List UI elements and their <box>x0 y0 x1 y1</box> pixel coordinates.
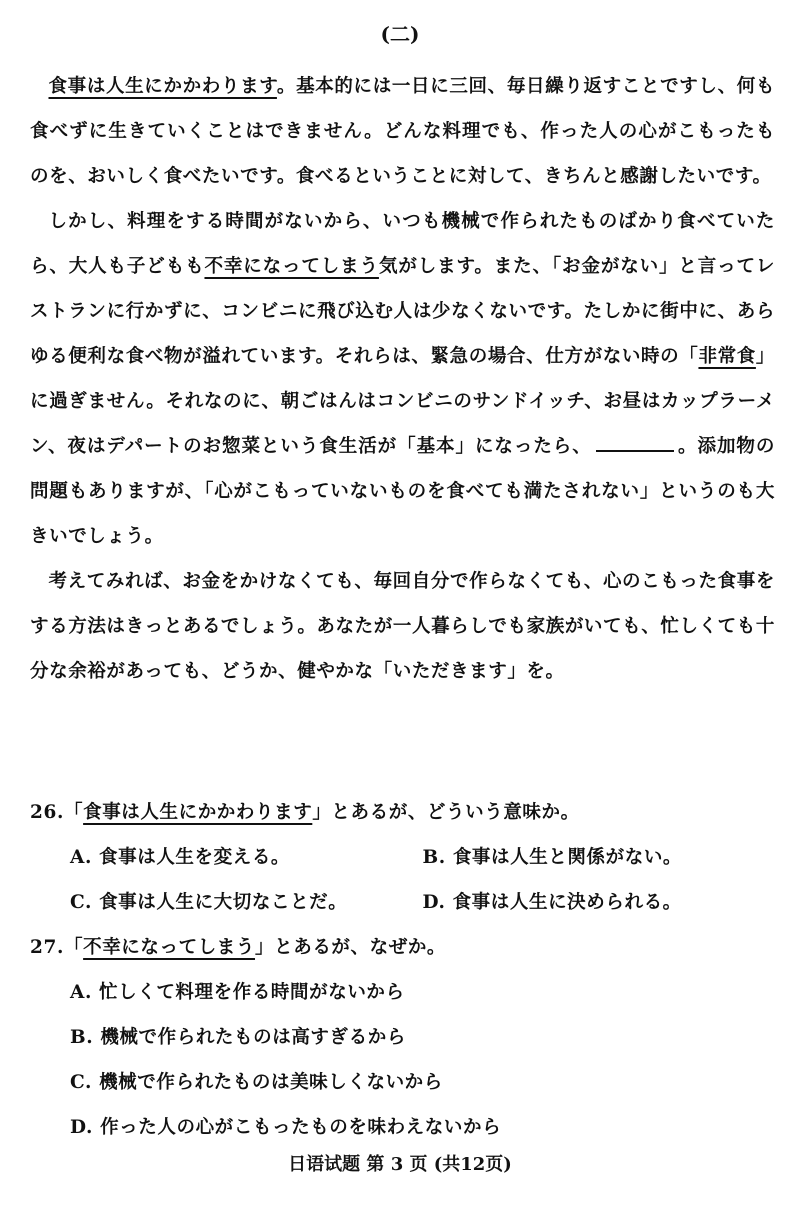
question-27 <box>30 925 775 970</box>
paragraph-1-text: 。基本的には一日に三回、毎日繰り返すことですし、何も食べずに生きていくことはできません。どんな料理でも、作った人の心がこもったものを、おいしく食べたいです。食べるということに対して、きちんと感謝したいです。 <box>30 76 775 187</box>
question-26-number: 26. <box>30 802 64 823</box>
option-26-d[interactable]: D. 食事は人生に決められる。 <box>422 892 682 913</box>
question-26-options-row-2 <box>70 880 775 925</box>
reading-passage <box>30 64 775 694</box>
paragraph-2-text-a: しかし、料理をする時間がないから、いつも機械で作られたものばかり食べていたら、大人も子どもも <box>30 211 775 277</box>
paragraph-2-text-b: 気がします。また、「お金がない」と言ってレストランに行かずに、コンビニに飛び込む人は少なくないです。たしかに街中に、あらゆる便利な食べ物が溢れています。それらは、緊急の場合、仕方がない時の「 <box>30 256 776 367</box>
paragraph-2-text-d: 。添加物の問題もありますが、「心がこもっていないものを食べても満たされない」というのも大きいでしょう。 <box>30 436 775 547</box>
option-26-a[interactable]: A. 食事は人生を変える。 <box>70 847 291 868</box>
option-26-c[interactable]: C. 食事は人生に大切なことだ。 <box>70 892 348 913</box>
question-26-quote: 食事は人生にかかわります <box>83 802 313 823</box>
underlined-phrase-1: 食事は人生にかかわります <box>48 76 277 97</box>
paragraph-2-text-c: 」に過ぎません。それなのに、朝ごはんはコンビニのサンドイッチ、お昼はカップラーメン、夜はデパートのお惣菜という食生活が「基本」になったら、 <box>30 346 775 457</box>
question-27-open-bracket: 「 <box>64 937 84 958</box>
option-27-d[interactable]: D. 作った人の心がこもったものを味わえないから <box>70 1117 502 1138</box>
question-26-open-bracket: 「 <box>64 802 84 823</box>
question-27-stem: 」とあるが、なぜか。 <box>255 937 447 958</box>
fill-in-blank <box>596 432 674 452</box>
questions-section <box>30 790 775 1150</box>
passage-paragraph-1 <box>30 64 775 199</box>
underlined-phrase-3: 非常食 <box>698 346 756 367</box>
option-26-b[interactable]: B. 食事は人生と関係がない。 <box>422 847 683 868</box>
option-27-c[interactable]: C. 機械で作られたものは美味しくないから <box>70 1072 443 1093</box>
passage-paragraph-3: 考えてみれば、お金をかけなくても、毎回自分で作らなくても、心のこもった食事をする方法はきっとあるでしょう。あなたが一人暮らしでも家族がいても、忙しくても十分な余裕があっても、どうか、健やかな「いただきます」を。 <box>30 571 775 682</box>
section-title: (二) <box>380 22 420 46</box>
question-26-stem: 」とあるが、どういう意味か。 <box>312 802 580 823</box>
question-27-quote: 不幸になってしまう <box>83 937 256 958</box>
page-footer: 日语试题 第 3 页 (共12页) <box>288 1154 512 1175</box>
question-26-options-row-1 <box>70 835 775 880</box>
question-27-number: 27. <box>30 937 64 958</box>
option-27-a[interactable]: A. 忙しくて料理を作る時間がないから <box>70 982 405 1003</box>
passage-paragraph-2 <box>30 199 775 559</box>
question-26 <box>30 790 775 835</box>
underlined-phrase-2: 不幸になってしまう <box>204 256 379 277</box>
option-27-b[interactable]: B. 機械で作られたものは高すぎるから <box>70 1027 406 1048</box>
